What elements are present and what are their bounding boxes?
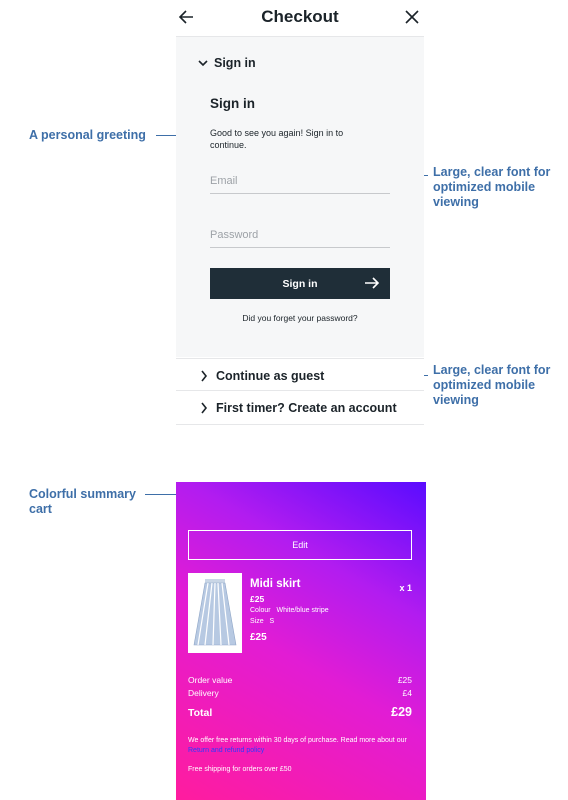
page-title: Checkout <box>261 7 339 26</box>
product-thumbnail[interactable] <box>188 573 242 653</box>
product-size <box>250 618 274 625</box>
free-shipping-note: Free shipping for orders over £50 <box>188 766 292 773</box>
summary-cart <box>176 482 426 800</box>
total-row <box>188 707 412 719</box>
continue-as-guest-label: Continue as guest <box>216 369 325 383</box>
product-colour-label: Colour <box>250 607 271 614</box>
signin-button-label: Sign in <box>282 277 318 290</box>
product-colour <box>250 607 329 614</box>
annotation-font-1: Large, clear font for optimized mobile viewing <box>433 165 551 209</box>
delivery-row <box>188 688 412 698</box>
returns-info <box>188 736 412 756</box>
product-line-total: £25 <box>250 632 267 643</box>
product-size-label: Size <box>250 618 264 625</box>
annotation-cart-line <box>145 494 177 495</box>
product-name: Midi skirt <box>250 578 301 590</box>
arrow-right-icon <box>364 275 380 291</box>
delivery-label: Delivery <box>188 688 219 698</box>
signin-accordion-header[interactable] <box>198 56 256 70</box>
signin-title: Sign in <box>210 96 255 111</box>
signin-panel <box>176 37 424 357</box>
greeting-text: Good to see you again! Sign in to continue. <box>210 128 344 150</box>
order-value-amount: £25 <box>397 675 412 685</box>
forgot-password-link[interactable]: Did you forget your password? <box>242 313 358 323</box>
returns-text: We offer free returns within 30 days of purchase. Read more about our <box>188 737 407 744</box>
edit-cart-button[interactable]: Edit <box>188 530 412 560</box>
continue-as-guest-row[interactable] <box>176 358 424 391</box>
create-account-row[interactable] <box>176 391 424 425</box>
signin-button[interactable] <box>210 268 390 299</box>
order-value-row <box>188 675 412 685</box>
checkout-screen <box>176 0 424 800</box>
close-icon[interactable] <box>402 6 422 28</box>
total-label: Total <box>188 707 213 719</box>
total-amount: £29 <box>391 705 412 719</box>
delivery-amount: £4 <box>402 688 412 698</box>
return-policy-link[interactable]: Return and refund policy <box>188 747 265 754</box>
email-field[interactable] <box>210 168 390 194</box>
product-size-value: S <box>269 618 275 625</box>
signin-accordion-label: Sign in <box>214 56 256 70</box>
annotation-greeting: A personal greeting <box>29 128 146 142</box>
product-price: £25 <box>250 594 265 604</box>
chevron-down-icon <box>198 56 208 70</box>
chevron-right-icon <box>200 370 208 382</box>
password-field[interactable] <box>210 222 390 248</box>
annotation-cart: Colorful summary cart <box>29 487 136 516</box>
product-colour-value: White/blue stripe <box>276 607 329 614</box>
chevron-right-icon <box>200 402 208 414</box>
product-quantity: x 1 <box>399 583 412 593</box>
order-value-label: Order value <box>188 675 233 685</box>
create-account-label: First timer? Create an account <box>216 401 397 415</box>
annotation-font-2: Large, clear font for optimized mobile viewing <box>433 363 551 407</box>
header <box>176 0 424 37</box>
